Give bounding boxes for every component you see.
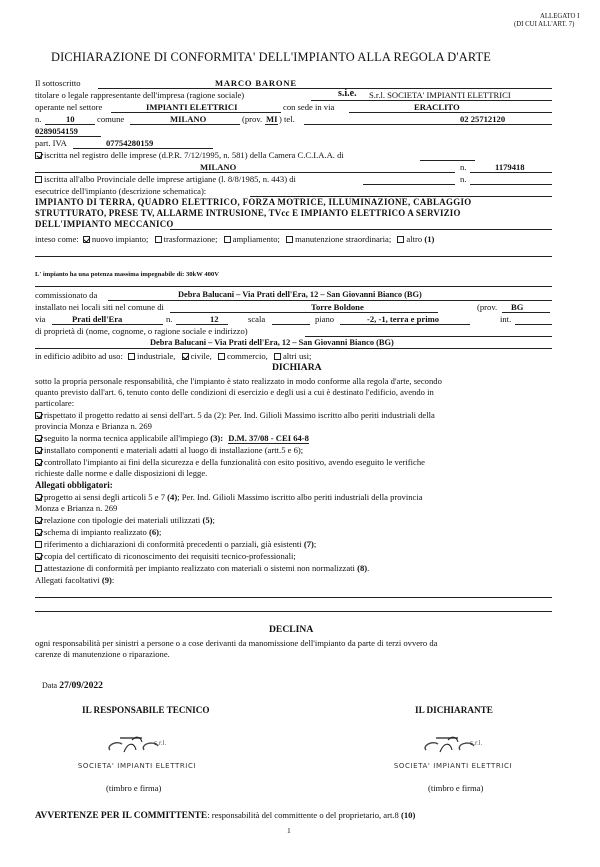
norma-value: D.M. 37/08 - CEI 64-8 [228,433,309,443]
allegato-schema-text: schema di impianto realizzato [44,527,147,537]
piano-value: -2, -1, terra e primo [367,314,440,324]
inteso-label: inteso come: [35,234,79,244]
allegato-relazione: relazione con tipologie dei materiali utilizzati (5); [35,515,215,525]
componenti-text: installato componenti e materiali adatti al luogo di installazione (artt.5 e 6); [44,445,304,455]
prov-label: (prov. [242,114,263,124]
via2-value: Prati dell'Era [72,314,123,324]
allegato-attestazione-checkbox[interactable] [35,565,42,572]
avvertenze-text: : responsabilità del committente o del proprietario, art.8 [207,810,399,820]
declina-text-1: ogni responsabilità per sinistri a persone o a cose derivanti da manomissione dell'impianto da parte di terzi ovvero da [35,638,438,648]
timbro-label-right: (timbro e firma) [428,783,484,793]
ampliamento-checkbox[interactable] [224,236,231,243]
page-number: 1 [287,826,291,835]
allegato-relazione-checkbox[interactable] [35,517,42,524]
int-label: int. [500,314,512,324]
allegato-label: ALLEGATO I [540,13,580,20]
allegato-certificato [35,551,296,561]
albo-checkbox[interactable] [35,176,42,183]
trasformazione-checkbox[interactable] [155,236,162,243]
altro-ref: (1) [424,234,435,244]
albo-underline [363,184,455,185]
int-underline [515,324,552,325]
uso-industriale-label: industriale, [137,351,176,361]
allegato-riferimento: riferimento a dichiarazioni di conformità precedenti o parziali, già esistenti (7); [35,539,316,549]
inteso-row [35,234,434,244]
extra-number: 0289054159 [35,126,78,136]
via-value: ERACLITO [414,102,460,112]
installato-label: installato nei locali siti nel comune di [35,302,164,312]
piva-underline [73,148,213,149]
trasformazione-label: trasformazione; [163,234,218,244]
commissionato-value: Debra Balucani – Via Prati dell'Era, 12 – San Giovanni Bianco (BG) [178,290,422,299]
allegato-progetto-ref: (4) [167,492,178,502]
comune-label: comune [97,114,125,124]
extra-underline [35,136,101,137]
company-name: S.r.l. SOCIETA' IMPIANTI ELETTRICI [369,90,511,100]
via-underline [349,112,552,113]
allegati-facoltativi-ref: (9) [101,575,112,585]
svg-text:s.r.l.: s.r.l. [470,740,483,747]
commissionato-label: commissionato da [35,290,98,300]
comune-value: MILANO [170,114,207,124]
controllato-text-2: richieste dalle norme e dalle disposizioni di legge. [35,468,208,478]
declina-heading: DECLINA [269,624,314,635]
uso-altri-checkbox[interactable] [274,353,281,360]
registro-imprese-option[interactable] [35,150,344,160]
norma-ref: (3): [210,433,224,443]
cciaa-underline [35,172,455,173]
page-title: DICHIARAZIONE DI CONFORMITA' DELL'IMPIANTO ALLA REGOLA D'ARTE [51,50,491,64]
installato-prov-label: (prov. [477,302,498,312]
n-underline [45,124,95,125]
allegati-facoltativi: Allegati facoltativi (9): [35,575,115,585]
allegato-progetto-rest: ; Per. Ind. Gilioli Massimo iscritto albo periti industriali della provincia [177,492,423,502]
registro-underline [420,160,475,161]
installato-prov-underline [502,312,550,313]
descrizione-line1: IMPIANTO DI TERRA, QUADRO ELETTRICO, FORZA MOTRICE, ILLUMINAZIONE, CABLAGGIO [35,197,472,207]
n2-value: 12 [210,314,219,324]
facoltativi-underline-1 [35,597,552,598]
dichiarante-heading: IL DICHIARANTE [415,705,493,715]
dichiara-heading: DICHIARA [272,362,322,373]
n2-label: n. [166,314,173,324]
responsabile-tecnico-heading: IL RESPONSABILE TECNICO [82,705,210,715]
facoltativi-underline-2 [35,611,552,612]
settore-underline [111,112,281,113]
cciaa-n-label: n. [460,162,467,172]
n-value: 10 [66,114,75,124]
albo-n-underline [470,184,552,185]
registro-text: iscritta nel registro delle imprese (d.P.R. 7/12/1995, n. 581) della Camera C.C.I.A.A. di [44,150,344,160]
registro-checkbox[interactable] [35,152,42,159]
via2-underline [52,324,163,325]
data-field [42,680,103,691]
allegato-progetto [35,492,423,502]
norma-checkbox[interactable] [35,435,42,442]
controllato-text: controllato l'impianto ai fini della sicurezza e della funzionalità con esito positivo, avendo eseguito le verifiche [44,457,425,467]
data-label: Data [42,681,58,690]
albo-option[interactable] [35,174,296,184]
company-underline [311,100,552,101]
cciaa-value: MILANO [200,162,237,172]
uso-civile-label: civile, [190,351,212,361]
dichiara-intro-2: quanto previsto dall'art. 6, tenuto conto delle condizioni di esercizio e degli usi a cui è destinato l'edificio, avendo in [35,387,434,397]
titolare-label: titolare o legale rappresentante dell'impresa (ragione sociale) [35,90,245,100]
allegato-attestazione-ref: (8) [357,563,368,573]
dichiara-intro-1: sotto la propria personale responsabilità, che l'impianto è stato realizzato in modo conforme alla regola d'arte, secondo [35,376,442,386]
descrizione-underline [170,229,552,230]
potenza-note: L' impianto ha una potenza massima impegnabile di: 30kW 400V [35,271,219,278]
commissionato-underline [108,300,552,301]
scala-underline [272,324,310,325]
progetto-text: rispettato il progetto redatto ai sensi dell'art. 5 da (2): Per. Ind. Gilioli Massimo iscritto albo periti industriali della [44,410,435,420]
avvertenze [35,810,415,821]
stamp-text: SOCIETA' IMPIANTI ELETTRICI [393,762,513,770]
sottoscritto-underline [98,88,552,89]
componenti-checkbox[interactable] [35,447,42,454]
sede-label: con sede in via [283,102,335,112]
company-logo-icon [102,734,172,756]
cciaa-n-underline [470,172,552,173]
allegato-progetto-text-2: Monza e Brianza n. 269 [35,503,118,513]
allegati-facoltativi-label: Allegati facoltativi [35,575,100,585]
allegato-progetto-checkbox[interactable] [35,494,42,501]
nuovo-impianto-checkbox[interactable] [83,236,90,243]
inteso-underline-1 [35,256,552,257]
allegato-progetto-text: progetto ai sensi degli articoli 5 e 7 [44,492,165,502]
proprieta-underline-1 [305,336,552,337]
comune-underline [130,124,240,125]
uso-civile-checkbox[interactable] [182,353,189,360]
company-bold: s.i.e. [338,88,357,99]
norma-text: seguito la norma tecnica applicabile all'impiego [44,433,209,443]
data-value: 27/09/2022 [59,680,103,691]
proprieta-value: Debra Balucani – Via Prati dell'Era, 12 – San Giovanni Bianco (BG) [150,338,394,347]
prov-underline [265,124,278,125]
dichiara-item-componenti [35,445,303,455]
edificio-label: in edificio adibito ad uso: [35,351,123,361]
controllato-checkbox[interactable] [35,459,42,466]
allegato-relazione-ref: (5) [202,515,213,525]
allegato-riferimento-text: riferimento a dichiarazioni di conformità precedenti o parziali, già esistenti [44,539,302,549]
uso-commercio-checkbox[interactable] [218,353,225,360]
allegato-schema-ref: (6) [149,527,160,537]
sottoscritto-label: Il sottoscritto [35,78,81,88]
proprieta-label: di proprietà di (nome, cognome, o ragione sociale e indirizzo) [35,326,248,336]
albo-n-label: n. [460,174,467,184]
allegato-attestazione: attestazione di conformità per impianto realizzato con materiali o sistemi non normalizzati (8). [35,563,369,573]
stamp-text: SOCIETA' IMPIANTI ELETTRICI [77,762,197,770]
scala-label: scala [248,314,266,324]
settore-value: IMPIANTI ELETTRICI [146,102,238,112]
allegato-certificato-checkbox[interactable] [35,553,42,560]
installato-prov-value: BG [511,302,524,312]
installato-comune: Torre Boldone [311,302,364,312]
n2-underline [176,324,228,325]
allegato-attestazione-text: attestazione di conformità per impianto realizzato con materiali o sistemi non normalizzati [44,563,355,573]
company-logo-icon [418,734,488,756]
manutenzione-checkbox[interactable] [286,236,293,243]
progetto-checkbox[interactable] [35,412,42,419]
piva-label: part. IVA [35,138,67,148]
altro-label: altro [406,234,423,244]
allegato-reference: (DI CUI ALL'ART. 7) [514,21,575,28]
company-stamp-left [62,732,212,776]
allegato-riferimento-checkbox[interactable] [35,541,42,548]
esecutrice-label: esecutrice dell'impianto (descrizione schematica): [35,186,207,196]
avvertenze-label: AVVERTENZE PER IL COMMITTENTE [35,811,208,821]
altro-checkbox[interactable] [397,236,404,243]
allegato-relazione-text: relazione con tipologie dei materiali utilizzati [44,515,201,525]
piano-underline [340,324,470,325]
tel-underline [304,124,552,125]
proprieta-underline-2 [35,348,552,349]
company-stamp-right [378,732,528,776]
progetto-text-2: provincia Monza e Brianza n. 269 [35,421,152,431]
piano-label: piano [315,314,335,324]
dichiara-intro-3: particolare: [35,398,75,408]
uso-commercio-label: commercio, [227,351,268,361]
tel-value: 02 25712120 [460,114,506,124]
allegato-certificato-text: copia del certificato di riconoscimento dei requisiti tecnico-professionali; [44,551,296,561]
manutenzione-label: manutenzione straordinaria; [295,234,392,244]
declina-text-2: carenze di manutenzione o riparazione. [35,649,170,659]
descrizione-line3: DELL'IMPIANTO MECCANICO [35,219,174,229]
allegato-schema-checkbox[interactable] [35,529,42,536]
tel-label: ) tel. [279,114,295,124]
nuovo-impianto-label: nuovo impianto; [91,234,149,244]
uso-industriale-checkbox[interactable] [128,353,135,360]
sottoscritto-value: MARCO BARONE [215,78,297,88]
piva-value: 07754280159 [106,138,154,148]
potenza-underline [35,286,552,287]
installato-underline [170,312,438,313]
cciaa-n-value: 1179418 [495,162,525,172]
allegati-obbligatori-heading: Allegati obbligatori: [35,480,113,490]
descrizione-line2: STRUTTURATO, PRESE TV, ALLARME INTRUSIONE, TVcc E IMPIANTO ELETTRICO A SERVIZIO [35,208,461,218]
dichiara-item-norma [35,433,309,443]
albo-text: iscritta all'albo Provinciale delle imprese artigiane (l. 8/8/1985, n. 443) di [44,174,296,184]
dichiara-item-progetto [35,410,435,420]
svg-text:s.r.l.: s.r.l. [154,740,167,747]
n-label: n. [35,114,42,124]
allegato-schema: schema di impianto realizzato (6); [35,527,161,537]
timbro-label-left: (timbro e firma) [106,783,162,793]
uso-altri-label: altri usi; [282,351,312,361]
settore-label: operante nel settore [35,102,103,112]
via2-label: via [35,314,46,324]
ampliamento-label: ampliamento; [232,234,280,244]
allegato-riferimento-ref: (7) [303,539,314,549]
edificio-row [35,351,311,361]
avvertenze-ref: (10) [400,810,416,820]
prov-value: MI [266,114,278,124]
dichiara-item-controllato [35,457,425,467]
